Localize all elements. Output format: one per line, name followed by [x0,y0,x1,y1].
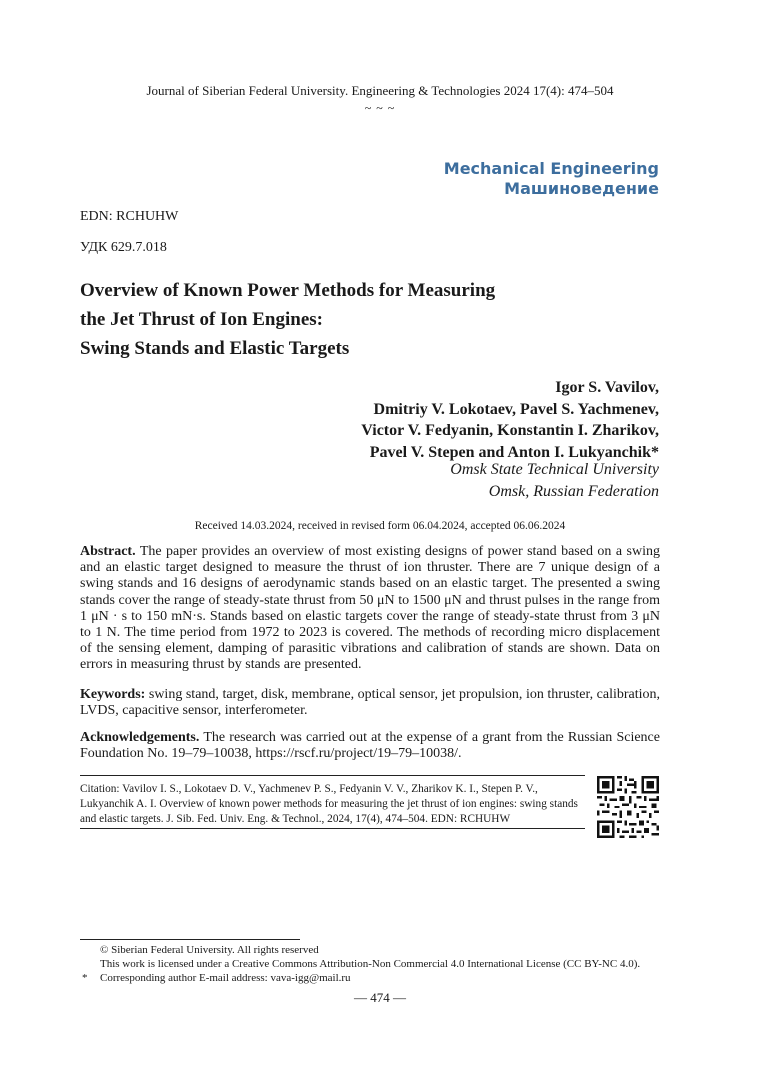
acknowledgements-label: Acknowledgements. [80,730,200,745]
section-ru: Машиноведение [504,179,659,198]
citation-bottom-rule [80,828,585,829]
citation-top-rule [80,775,585,776]
affiliation [450,459,659,502]
author-line: Dmitriy V. Lokotaev, Pavel S. Yachmenev, [373,400,659,418]
keywords-label: Keywords: [80,687,146,702]
author-line: Igor S. Vavilov, [555,379,659,396]
affiliation-line: Omsk, Russian Federation [488,482,659,500]
received-dates: Received 14.03.2024, received in revised form 06.04.2024, accepted 06.06.2024 [194,520,566,532]
author-line: Victor V. Fedyanin, Konstantin I. Zharikov, [361,422,659,439]
footnote-license: This work is licensed under a Creative Commons Attribution-Non Commercial 4.0 International License (CC BY-NC 4.0). [100,958,641,970]
qr-code[interactable] [597,776,659,838]
title-line: the Jet Thrust of Ion Engines: [80,309,323,330]
header-separator: ~ ~ ~ [364,101,396,115]
author-line: Pavel V. Stepen and Anton I. Lukyanchik* [369,443,659,461]
journal-header: Journal of Siberian Federal University. Engineering & Technologies 2024 17(4): 474–504 [146,83,614,98]
title-line: Swing Stands and Elastic Targets [80,338,350,359]
abstract-text: The paper provides an overview of most existing designs of power stand based on a swing and an elastic target designed to measure the thrust of ion thruster. There are 7 unique design of a swing stands and 16 designs of aerodynamic stands based on an elastic target. The presented a swing stands cover the range of steady-state thrust from 50 μN to 1500 μN and thrust pulses in the range from 1 μN · s to 150 mN·s. Stands based on elastic targets cover the range of steady-state thrust from 3 μN to 1 N. The time period from 1972 to 2023 is covered. The methods of recording micro displacement of the sensing element, damping of parasitic vibrations and calibration of stands are shown. Data on errors in measuring thrust by stands are presented. [80,544,660,673]
title-line: Overview of Known Power Methods for Measuring [80,280,496,301]
section-en: Mechanical Engineering [443,159,659,178]
author-list [361,377,659,463]
paper-title [80,276,495,363]
page-number: — 474 — [354,990,406,1005]
footnote-star-mark: * [82,972,88,984]
footnote-rule [80,939,300,940]
keywords-text: swing stand, target, disk, membrane, optical sensor, jet propulsion, ion thruster, calibration, LVDS, capacitive sensor, interferometer. [80,687,661,719]
section-heading [444,159,659,199]
acknowledgements [80,730,660,762]
affiliation-line: Omsk State Technical University [450,461,659,478]
footnote-copyright: © Siberian Federal University. All rights reserved [100,944,319,956]
abstract-label: Abstract. [80,544,136,559]
edn-code: EDN: RCHUHW [80,209,179,224]
footnote-corresponding-author: Corresponding author E-mail address: vava-igg@mail.ru [100,972,351,984]
acknowledgements-text: The research was carried out at the expense of a grant from the Russian Science Foundation No. 19–79–10038, https://rscf.ru/project/19–79–10038/. [80,730,660,762]
abstract [80,544,660,674]
keywords [80,687,660,719]
udk-code: УДК 629.7.018 [80,240,167,255]
citation: Citation: Vavilov I. S., Lokotaev D. V., Yachmenev P. S., Fedyanin V. V., Zharikov K. I., Stepen P. V., Lukyanchik A. I. Overview of known power methods for measuring the jet thrust of ion engines: swing stands and elastic targets. J. Sib. Fed. Univ. Eng. & Technol., 2024, 17(4), 474–504. EDN: RCHUHW [80,783,578,825]
